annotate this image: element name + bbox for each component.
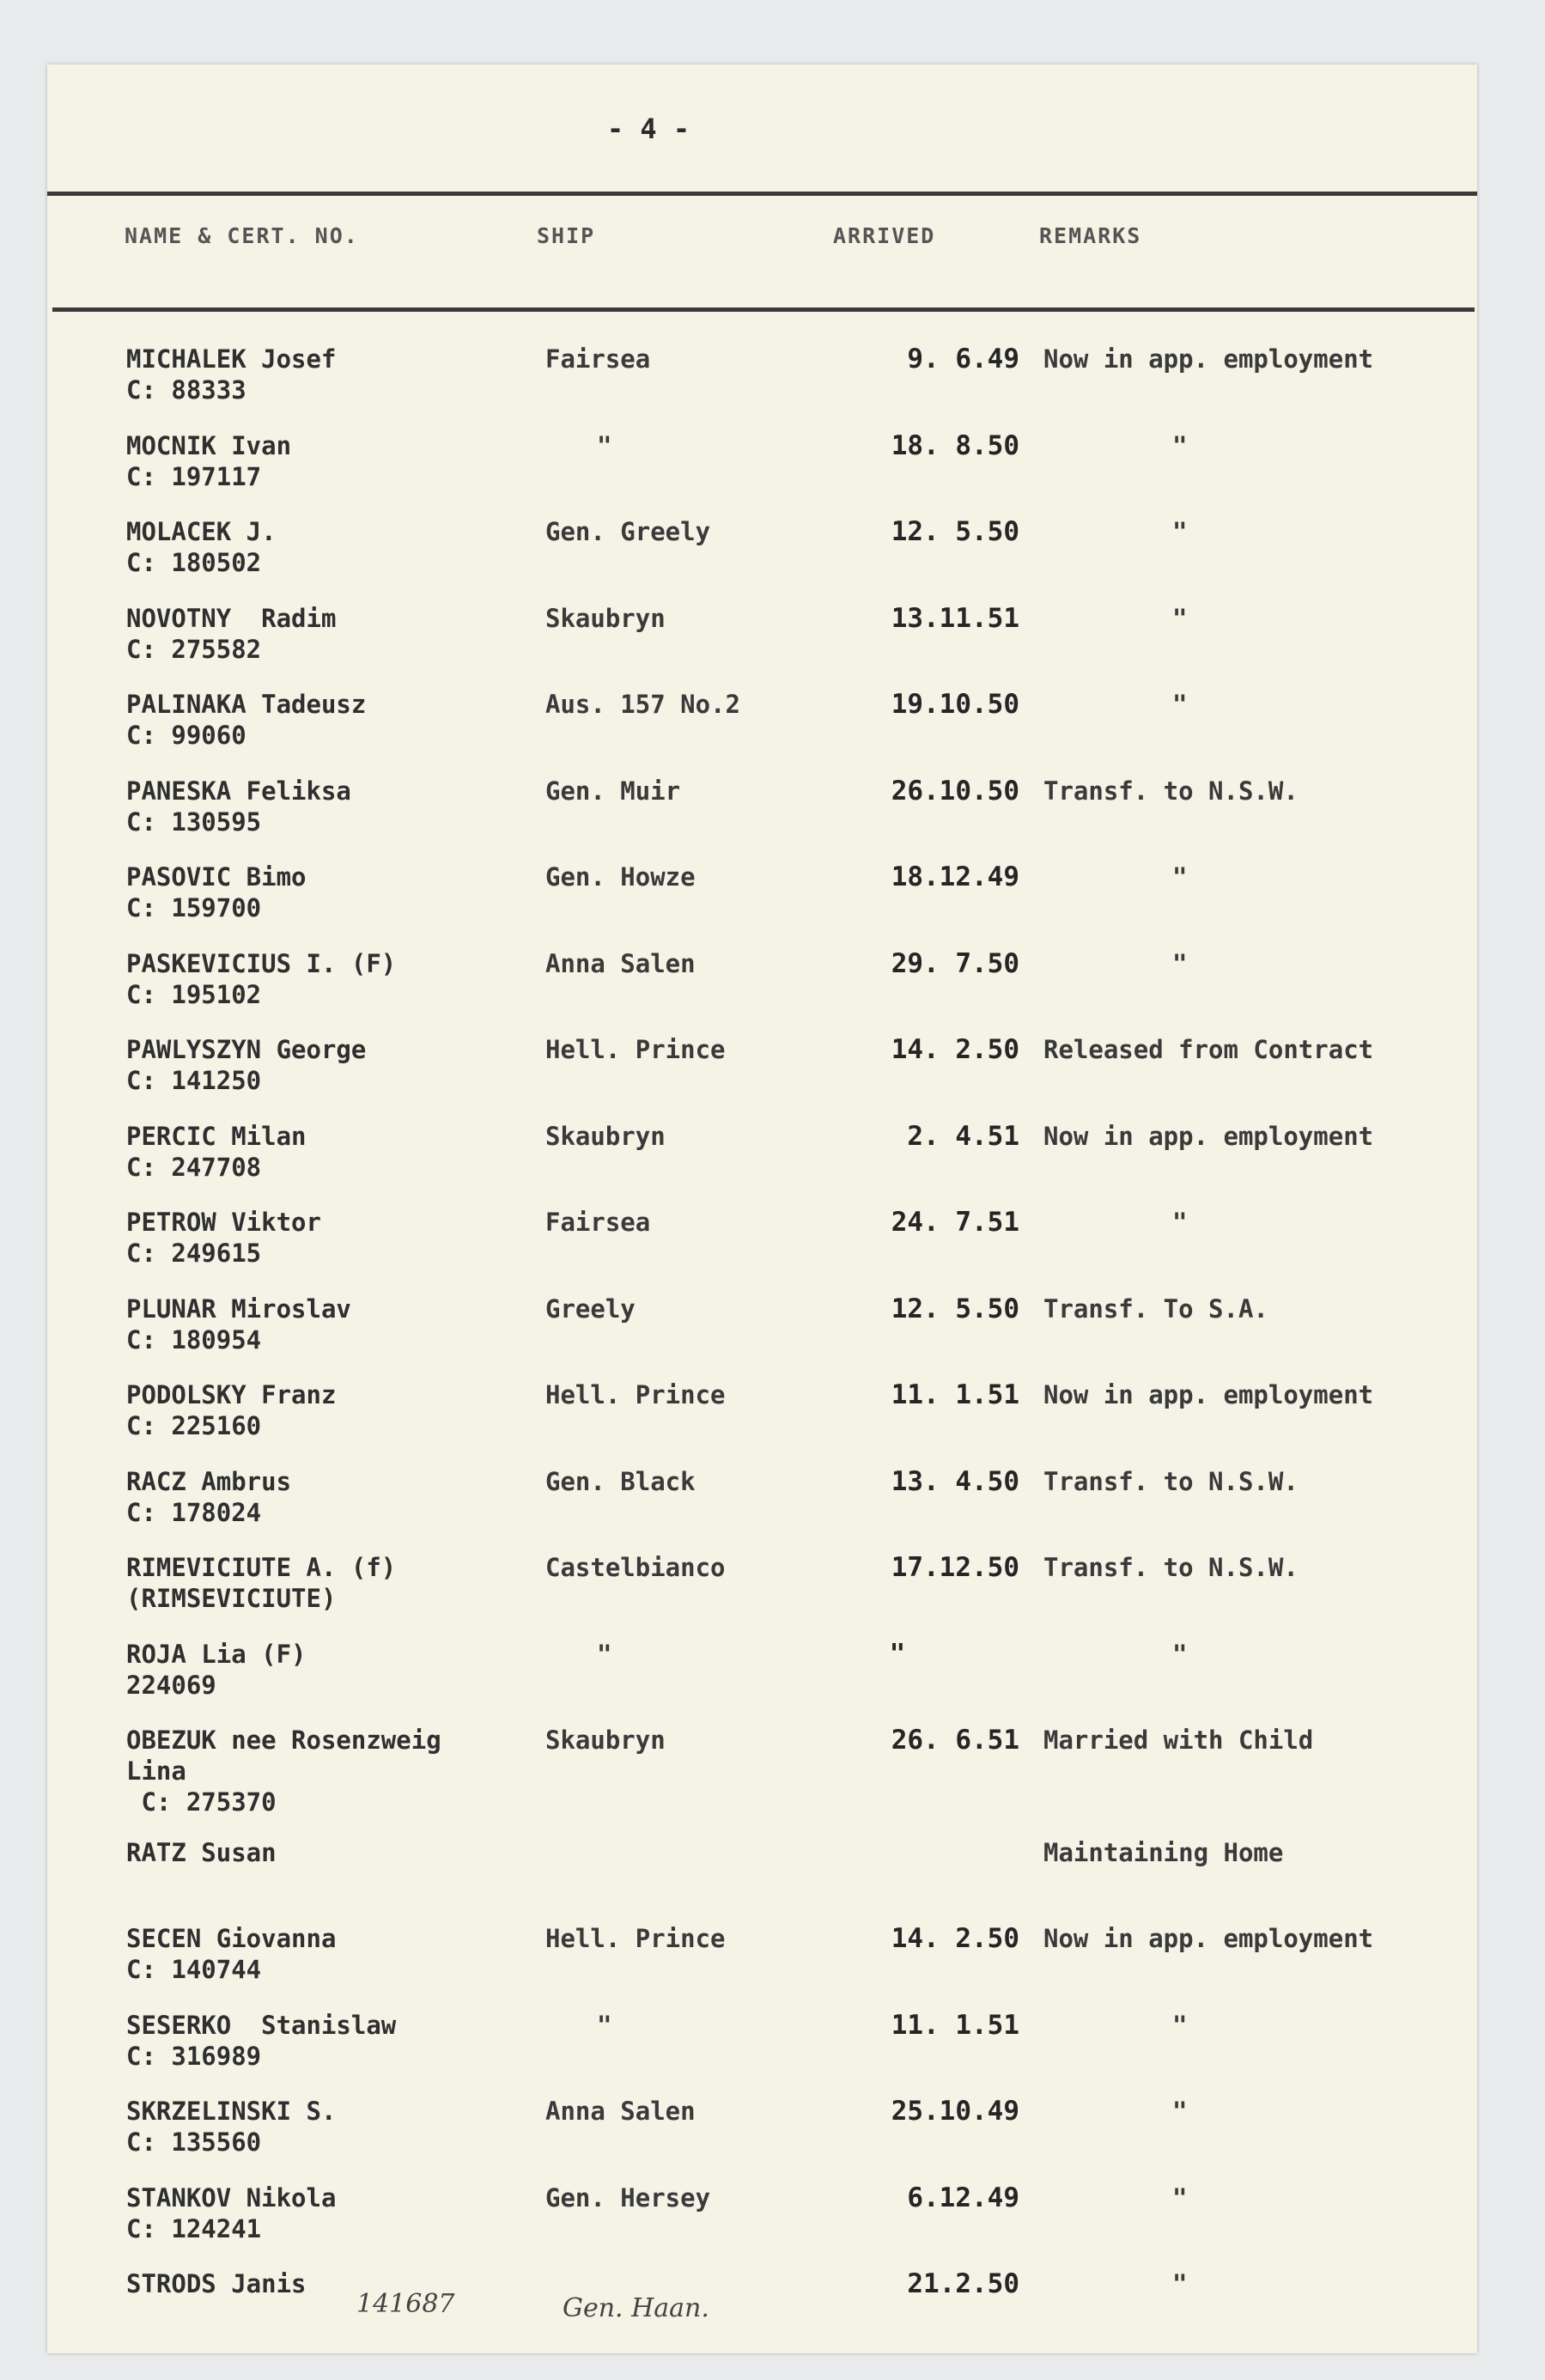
row-cert-number: C: 249615: [126, 1239, 262, 1268]
row-cert-number: C: 130595: [126, 807, 262, 837]
row-arrived: 9. 6.49: [907, 344, 1019, 374]
row-cert-number: (RIMSEVICIUTE): [126, 1584, 337, 1613]
row-name-text: PLUNAR Miroslav: [126, 1293, 351, 1324]
row-remarks: ": [1172, 430, 1188, 460]
page-number: - 4 -: [606, 113, 690, 145]
row-name-text: PALINAKA Tadeusz: [126, 690, 367, 719]
row-ship: Skaubryn: [545, 1121, 666, 1151]
row-remarks: Transf. to N.S.W.: [1043, 1466, 1299, 1496]
row-name-text: SECEN Giovanna: [126, 1924, 337, 1953]
row-name-text: PASKEVICIUS I. (F): [126, 948, 397, 978]
row-cert-number: C: 316989: [126, 2041, 262, 2071]
row-ship: Hell. Prince: [545, 1380, 726, 1409]
row-name: [126, 2268, 307, 2299]
table-row: [47, 2182, 1477, 2264]
row-cert-number: C: 140744: [126, 1955, 262, 1984]
row-ship: Greely: [545, 1293, 636, 1324]
table-row: [47, 1725, 1477, 1817]
row-name-text: SKRZELINSKI S.: [126, 2097, 337, 2126]
row-ship: Gen. Hersey: [545, 2182, 711, 2213]
table-row: [47, 603, 1477, 685]
table-row: [47, 430, 1477, 512]
row-name: [126, 1725, 441, 1817]
row-cert-number: C: 275582: [126, 634, 262, 664]
row-remarks: Transf. to N.S.W.: [1043, 1553, 1299, 1582]
row-remarks: Now in app. employment: [1043, 1380, 1374, 1409]
row-remarks: Transf. To S.A.: [1043, 1293, 1268, 1324]
row-remarks: ": [1172, 1639, 1188, 1669]
row-arrived: 25.10.49: [891, 2096, 1019, 2127]
row-cert-number: C: 88333: [126, 375, 246, 405]
row-name: [126, 1639, 307, 1701]
row-ship: ": [597, 430, 612, 460]
table-row: [47, 1379, 1477, 1461]
row-arrived: 18.12.49: [891, 861, 1019, 892]
row-remarks: Now in app. employment: [1043, 344, 1374, 374]
table-row: [47, 1639, 1477, 1720]
table-row: [47, 1207, 1477, 1288]
row-name-text: RATZ Susan: [126, 1837, 277, 1867]
row-arrived: 18. 8.50: [891, 429, 1019, 461]
row-name: [126, 2096, 336, 2158]
row-ship: Anna Salen: [545, 948, 696, 978]
row-name: [126, 1207, 321, 1269]
handwritten-cert-number: 141687: [356, 2289, 455, 2319]
row-arrived: 14. 2.50: [891, 1034, 1019, 1065]
row-arrived: 6.12.49: [907, 2182, 1019, 2213]
row-name: [126, 2182, 336, 2244]
row-name: [126, 1293, 351, 1355]
row-arrived: 19.10.50: [891, 689, 1019, 720]
row-arrived: ": [889, 1638, 906, 1670]
row-name: [126, 1121, 307, 1183]
row-name: [126, 1466, 291, 1528]
table-row: [47, 1466, 1477, 1548]
row-ship: Gen. Greely: [545, 517, 711, 546]
row-ship: Fairsea: [545, 1208, 651, 1237]
row-cert-number: C: 124241: [126, 2213, 262, 2243]
row-name-text: PODOLSKY Franz: [126, 1380, 337, 1409]
row-cert-number: C: 180502: [126, 548, 262, 577]
row-cert-number: C: 135560: [126, 2127, 262, 2157]
table-row: [47, 861, 1477, 943]
row-name: [126, 948, 396, 1010]
table-row: [47, 1293, 1477, 1375]
table-row: [47, 689, 1477, 770]
table-row: [47, 776, 1477, 857]
row-cert-number: C: 180954: [126, 1324, 262, 1354]
row-name: [126, 1552, 396, 1614]
row-remarks: ": [1172, 2097, 1188, 2126]
row-remarks: ": [1172, 948, 1188, 978]
table-row: [47, 516, 1477, 598]
row-name-text: PANESKA Feliksa: [126, 776, 351, 806]
row-remarks: ": [1172, 1208, 1188, 1237]
header-top-rule: [47, 192, 1477, 196]
row-name-text: PERCIC Milan: [126, 1121, 307, 1151]
row-ship: ": [597, 1639, 612, 1669]
row-name: [126, 1034, 366, 1096]
row-name: [126, 861, 307, 923]
row-name: [126, 1379, 336, 1441]
row-name-text: STRODS Janis: [126, 2269, 307, 2298]
row-remarks: ": [1172, 2269, 1188, 2298]
row-remarks: ": [1172, 603, 1188, 633]
row-name-text: PAWLYSZYN George: [126, 1035, 367, 1064]
row-cert-number: C: 141250: [126, 1066, 262, 1095]
table-row: [47, 2096, 1477, 2177]
row-ship: Hell. Prince: [545, 1924, 726, 1953]
table-row: [47, 1923, 1477, 2005]
row-name-text: NOVOTNY Radim: [126, 603, 337, 633]
row-name: [126, 2010, 396, 2072]
table-row: [47, 2268, 1477, 2350]
row-cert-number: C: 195102: [126, 979, 262, 1009]
table-row: [47, 1121, 1477, 1202]
row-arrived: 14. 2.50: [891, 1923, 1019, 1954]
row-name: [126, 430, 291, 492]
row-name: [126, 776, 351, 837]
row-cert-number: 224069: [126, 1670, 216, 1700]
row-remarks: Transf. to N.S.W.: [1043, 776, 1299, 806]
row-arrived: 21.2.50: [907, 2268, 1019, 2299]
row-ship: Hell. Prince: [545, 1035, 726, 1064]
row-name-text: PASOVIC Bimo: [126, 862, 307, 892]
row-name: [126, 603, 336, 665]
row-remarks: Now in app. employment: [1043, 1924, 1374, 1953]
document-page: [47, 64, 1477, 2353]
row-remarks: ": [1172, 517, 1188, 546]
row-name-text: RACZ Ambrus: [126, 1466, 292, 1496]
row-ship: Aus. 157 No.2: [545, 690, 740, 719]
row-remarks: ": [1172, 862, 1188, 892]
row-name-text: SESERKO Stanislaw: [126, 2010, 397, 2040]
row-name-text: MOLACEK J.: [126, 517, 277, 546]
row-name-text: OBEZUK nee Rosenzweig: [126, 1726, 441, 1755]
row-name: [126, 344, 336, 405]
row-name: [126, 1837, 277, 1868]
row-name-text: MOCNIK Ivan: [126, 430, 292, 460]
row-arrived: 11. 1.51: [891, 1379, 1019, 1410]
row-ship: ": [597, 2010, 612, 2040]
row-arrived: 24. 7.51: [891, 1207, 1019, 1238]
table-row: [47, 344, 1477, 425]
row-remarks: ": [1172, 2010, 1188, 2040]
column-header-name: NAME & CERT. NO.: [125, 223, 359, 248]
row-ship: Skaubryn: [545, 1726, 666, 1755]
row-arrived: 11. 1.51: [891, 2009, 1019, 2041]
table-row: [47, 948, 1477, 1030]
table-row: [47, 1034, 1477, 1116]
row-name-text: RIMEVICIUTE A. (f): [126, 1553, 397, 1582]
column-header-ship: SHIP: [537, 223, 596, 248]
row-ship: Fairsea: [545, 344, 651, 374]
row-ship: Skaubryn: [545, 603, 666, 633]
row-cert-number: Lina C: 275370: [126, 1756, 277, 1817]
row-arrived: 29. 7.50: [891, 947, 1019, 979]
row-cert-number: C: 225160: [126, 1411, 262, 1440]
row-name: [126, 1923, 336, 1985]
row-name-text: STANKOV Nikola: [126, 2182, 337, 2213]
row-remarks: ": [1172, 690, 1188, 719]
row-cert-number: C: 99060: [126, 721, 246, 750]
row-remarks: Married with Child: [1043, 1726, 1314, 1755]
row-name: [126, 689, 366, 751]
table-row: [47, 1837, 1477, 1919]
row-name: [126, 516, 277, 578]
row-name-text: MICHALEK Josef: [126, 344, 337, 374]
row-remarks: Released from Contract: [1043, 1035, 1374, 1064]
row-arrived: 12. 5.50: [891, 516, 1019, 547]
row-cert-number: C: 178024: [126, 1497, 262, 1527]
table-row: [47, 1552, 1477, 1634]
row-remarks: Maintaining Home: [1043, 1837, 1284, 1867]
row-remarks: ": [1172, 2182, 1188, 2213]
row-remarks: Now in app. employment: [1043, 1121, 1374, 1151]
handwritten-ship: Gen. Haan.: [563, 2293, 709, 2323]
row-ship: Gen. Muir: [545, 776, 681, 806]
row-cert-number: C: 159700: [126, 893, 262, 922]
header-bottom-rule: [52, 307, 1475, 312]
row-arrived: 17.12.50: [891, 1552, 1019, 1583]
row-arrived: 26. 6.51: [891, 1725, 1019, 1756]
row-name-text: ROJA Lia (F): [126, 1639, 307, 1669]
row-cert-number: C: 247708: [126, 1152, 262, 1182]
row-arrived: 13.11.51: [891, 602, 1019, 634]
row-arrived: 13. 4.50: [891, 1465, 1019, 1497]
row-ship: Gen. Black: [545, 1466, 696, 1496]
row-ship: Gen. Howze: [545, 862, 696, 892]
table-row: [47, 2010, 1477, 2091]
row-ship: Castelbianco: [545, 1553, 726, 1582]
row-arrived: 12. 5.50: [891, 1293, 1019, 1324]
row-arrived: 26.10.50: [891, 775, 1019, 807]
row-ship: Anna Salen: [545, 2097, 696, 2126]
column-header-arrived: ARRIVED: [833, 223, 936, 248]
column-header-remarks: REMARKS: [1039, 223, 1142, 248]
row-cert-number: C: 197117: [126, 461, 262, 491]
row-arrived: 2. 4.51: [907, 1120, 1019, 1152]
row-name-text: PETROW Viktor: [126, 1208, 321, 1237]
